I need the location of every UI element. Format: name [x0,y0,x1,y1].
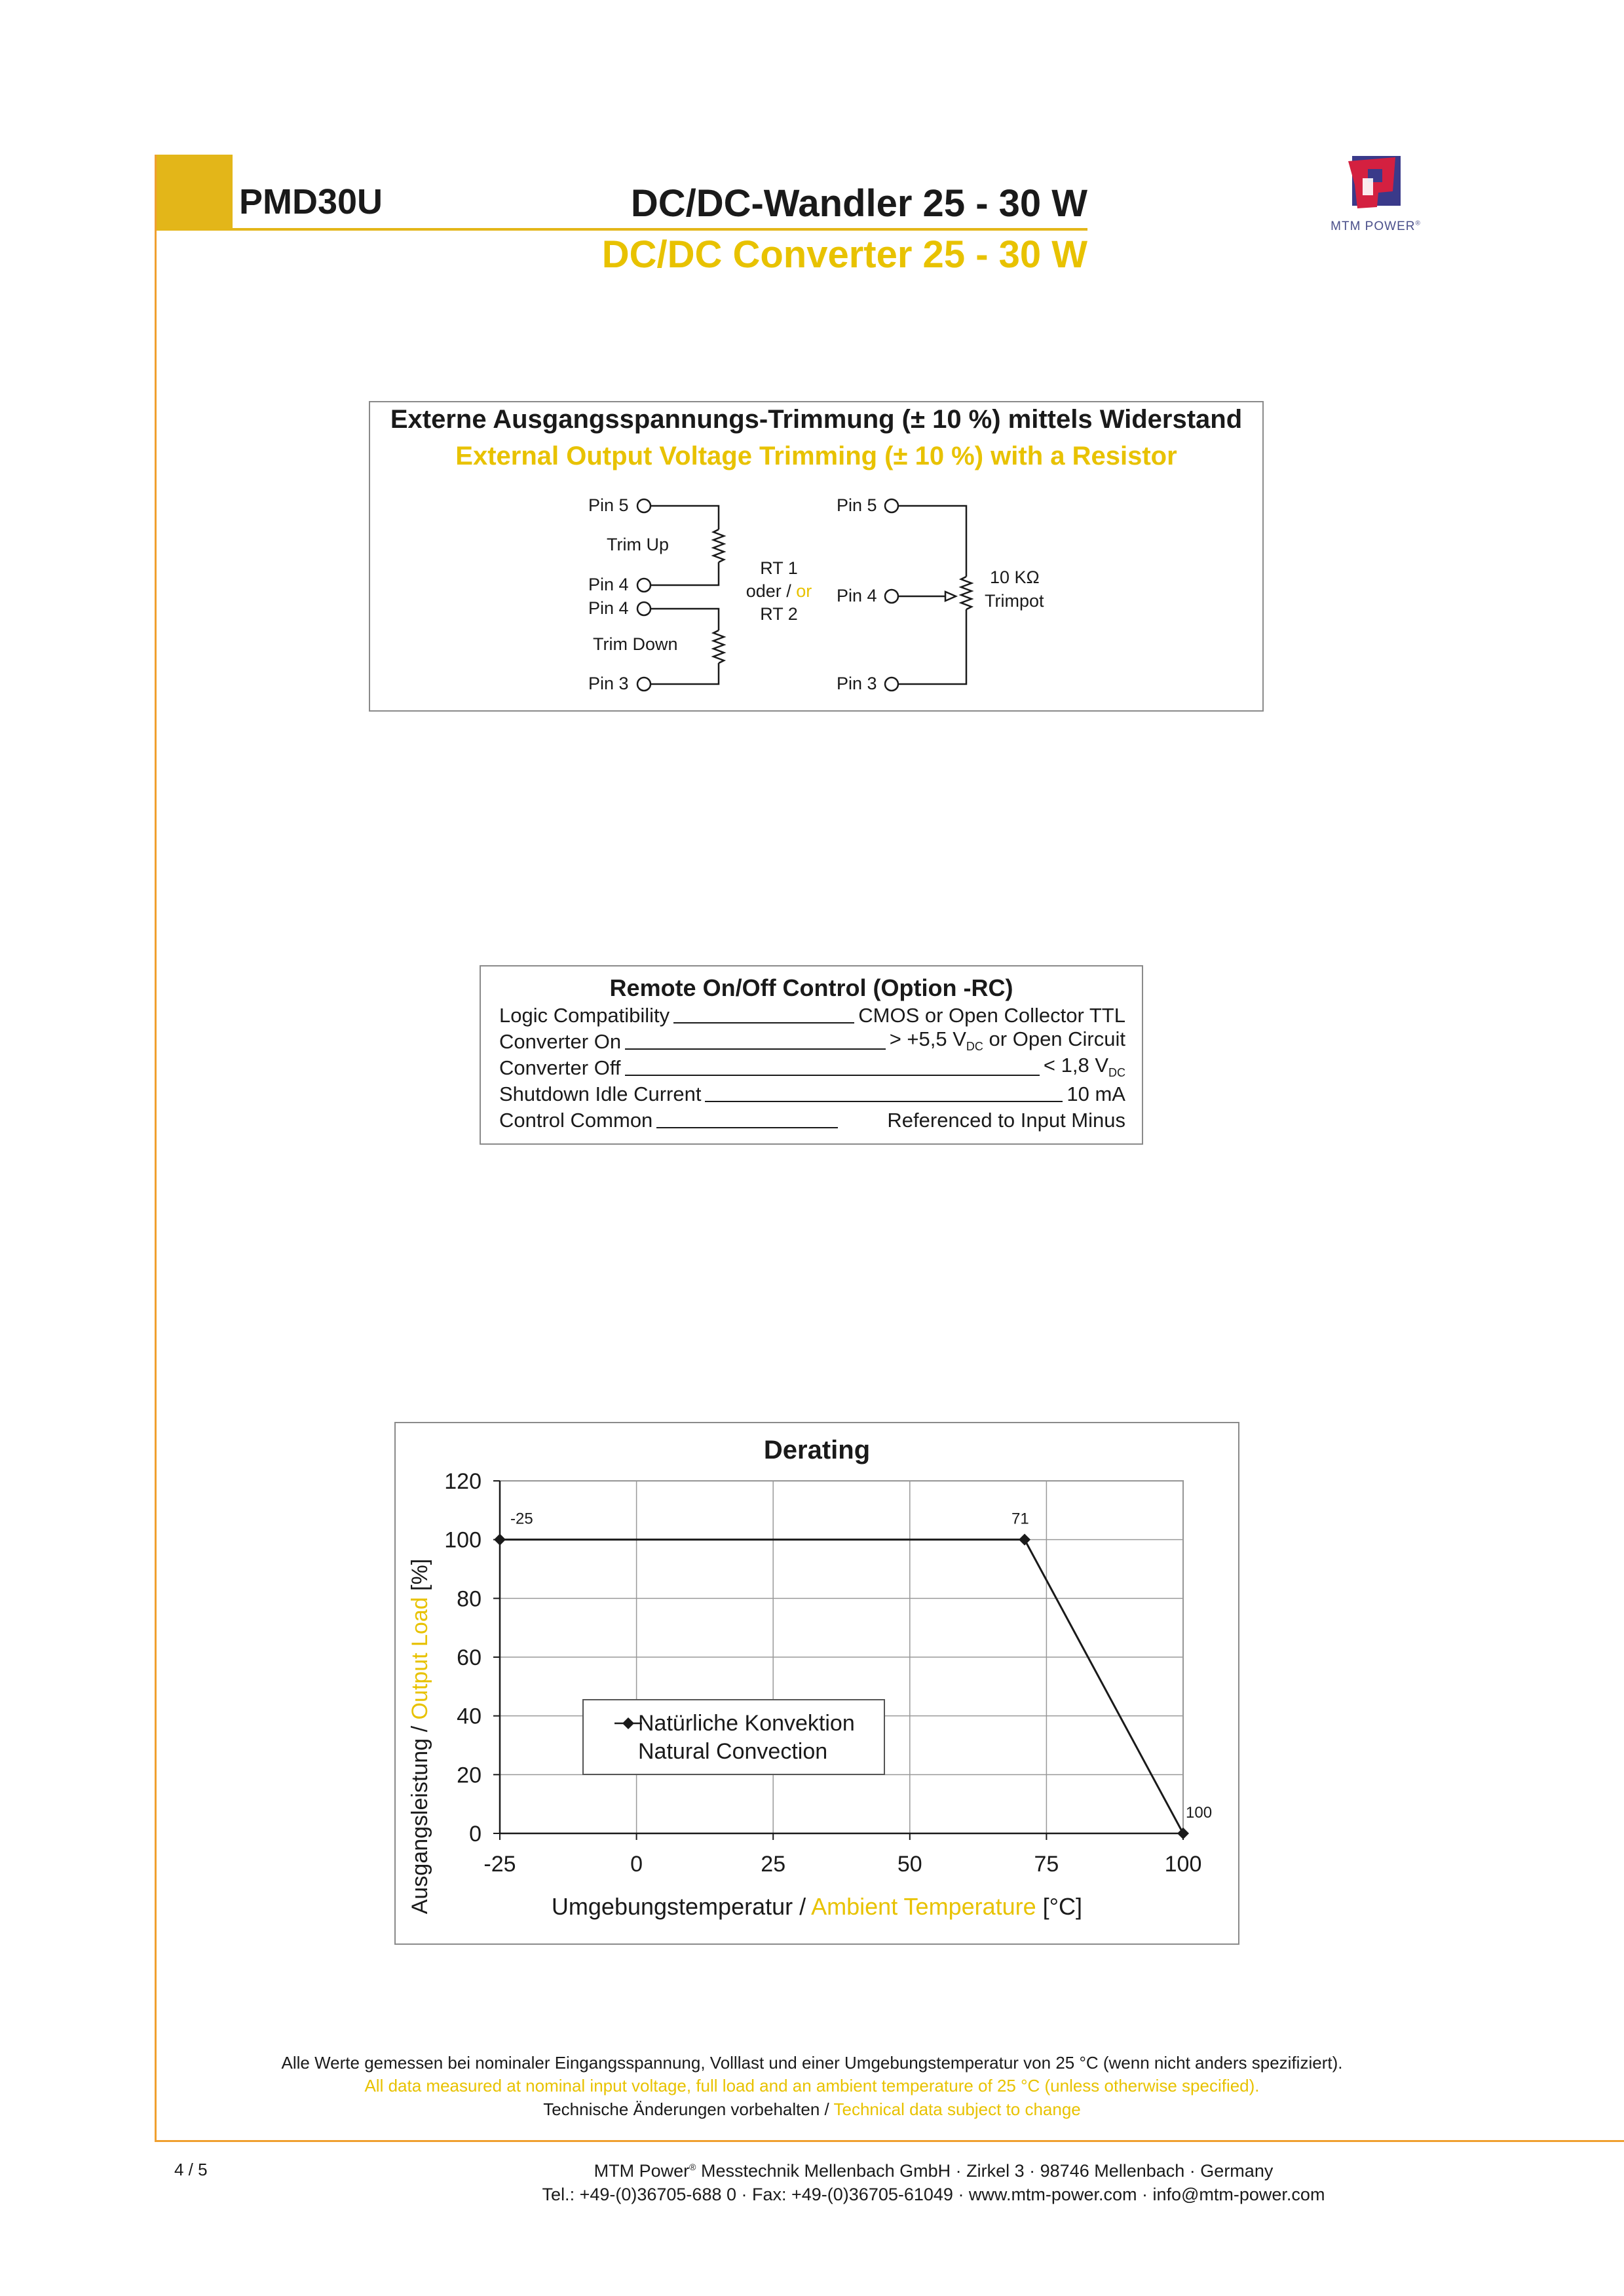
remote-row-label: Control Common [499,1109,653,1132]
chart-title: Derating [763,1436,871,1464]
remote-row-value: > +5,5 $V_{DC}$ or Open Circuit [889,1027,1125,1053]
trim-title-en: External Output Voltage Trimming (± 10 %) with a Resistor [455,442,1177,470]
frame-left-line [155,155,157,2142]
x-tick-label: 75 [1034,1852,1059,1877]
rt2-label: RT 2 [760,604,798,624]
remote-row-value: 10 mA [1067,1082,1125,1105]
remote-row-value: CMOS or Open Collector TTL [858,1004,1125,1027]
trim-down-label: Trim Down [593,634,678,654]
remote-row-value: Referenced to Input Minus [887,1109,1125,1132]
trim-right-pin4: Pin 4 [837,586,877,605]
remote-title: Remote On/Off Control (Option -RC) [609,974,1013,1001]
chart-series [494,1510,1212,1839]
mtm-power-logo-icon [1317,152,1435,218]
x-tick-label: -25 [483,1852,516,1877]
legend-label-en: Natural Convection [638,1739,828,1764]
chart-y-label: Ausgangsleistung / Output Load [%] [407,1558,432,1915]
remote-row-label: Shutdown Idle Current [499,1082,702,1105]
data-point-marker [494,1534,506,1546]
frame-bottom-line [155,2140,1624,2142]
remote-row-shutdown [499,1080,1125,1106]
page-title-en: DC/DC Converter 25 - 30 W [601,233,1087,276]
remote-row-label: Logic Compatibility [499,1004,670,1027]
footer-change-note: Technische Änderungen vorbehalten / Technical data subject to change [543,2099,1081,2119]
trim-left-pin5: Pin 5 [588,495,629,515]
x-tick-label: 50 [897,1852,922,1877]
footer-note-de: Alle Werte gemessen bei nominaler Eingangsspannung, Volllast und einer Umgebungstemperatur von 25 °C (wenn nicht anders spezifiziert). [281,2053,1343,2073]
data-point-marker [1177,1827,1189,1839]
y-tick-label: 40 [457,1704,482,1729]
y-tick-label: 100 [444,1527,482,1553]
product-code: PMD30U [239,182,383,221]
remote-row-off [499,1054,1125,1080]
rt1-label: RT 1 [760,558,798,578]
legend-label-de: Natürliche Konvektion [638,1711,855,1736]
trim-circuit-diagram [369,485,1264,708]
rt-oder-or: oder / or [746,581,812,601]
remote-row-common [499,1106,1125,1132]
chart-grid [500,1481,1183,1833]
footer-address: MTM Power® Messtechnik Mellenbach GmbH · Zirkel 3 · 98746 Mellenbach · Germany [594,2161,1274,2181]
y-tick-label: 0 [469,1822,482,1846]
trimpot-label: Trimpot [985,591,1044,611]
y-tick-label: 120 [444,1469,482,1494]
trim-title-de: Externe Ausgangsspannungs-Trimmung (± 10 %) mittels Widerstand [390,405,1243,434]
trim-left-pin4b: Pin 4 [588,598,629,618]
data-point-marker [1019,1534,1030,1546]
series-line [500,1540,1183,1833]
chart-x-ticks [483,1833,1201,1877]
trimpot-value: 10 KΩ [990,567,1040,587]
remote-row-on [499,1027,1125,1054]
page-number: 4 / 5 [174,2160,208,2179]
y-tick-label: 20 [457,1763,482,1788]
header-corner-block [157,155,233,231]
remote-row-label: Converter Off [499,1056,621,1079]
footer-note-en: All data measured at nominal input voltage, full load and an ambient temperature of 25 °C (unless otherwise specified). [364,2076,1260,2095]
x-tick-label: 0 [630,1852,643,1877]
page-title-de: DC/DC-Wandler 25 - 30 W [630,182,1087,225]
remote-row-label: Converter On [499,1030,622,1053]
x-tick-label: 25 [761,1852,786,1877]
trim-left-pin3: Pin 3 [588,674,629,693]
trim-right-pin3: Pin 3 [837,674,877,693]
x-tick-label: 100 [1164,1852,1202,1877]
data-point-label: -25 [510,1510,533,1528]
y-tick-label: 80 [457,1586,482,1612]
chart-y-ticks [444,1469,500,1846]
y-tick-label: 60 [457,1645,482,1670]
trim-right-pin5: Pin 5 [837,495,877,515]
trim-left-pin4a: Pin 4 [588,575,629,594]
derating-chart [394,1422,1239,1945]
remote-row-value: < 1,8 $V_{DC}$ [1043,1053,1125,1079]
header-rule [233,228,1087,231]
logo-text: MTM POWER® [1331,220,1421,233]
footer-contact: Tel.: +49-(0)36705-688 0 · Fax: +49-(0)36705-61049 · www.mtm-power.com · info@mtm-power.com [542,2185,1325,2204]
remote-row-logic [499,1001,1125,1027]
trim-up-label: Trim Up [607,535,669,554]
data-point-label: 100 [1186,1804,1213,1822]
data-point-label: 71 [1011,1510,1029,1528]
chart-x-label: Umgebungstemperatur / Ambient Temperature [°C] [551,1893,1083,1920]
